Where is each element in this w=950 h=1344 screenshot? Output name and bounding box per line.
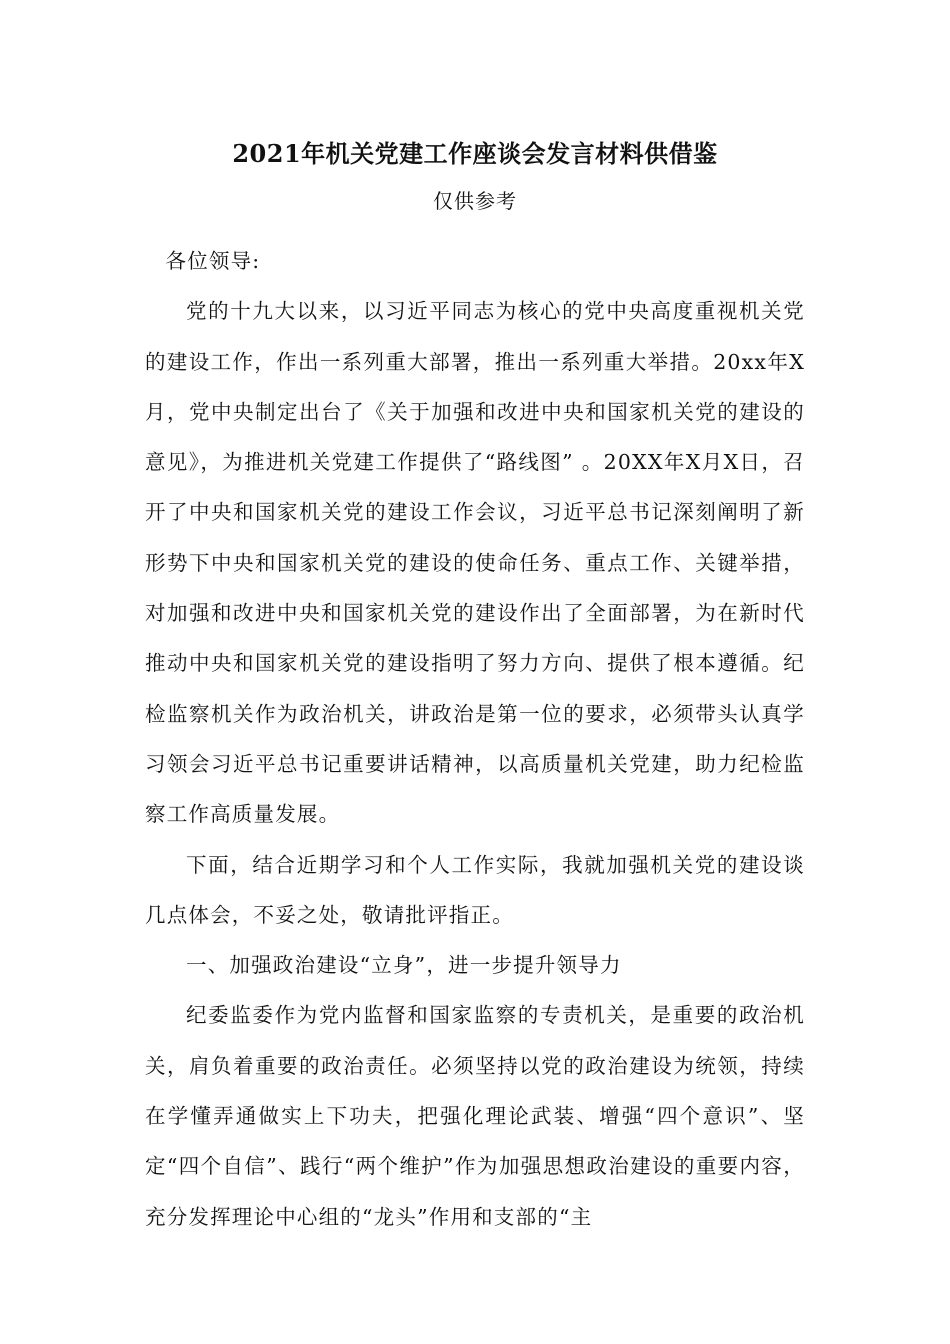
section-heading-1: 一、加强政治建设“立身”，进一步提升领导力: [186, 953, 622, 978]
document-body: [145, 236, 805, 1242]
document-title: 2021年机关党建工作座谈会发言材料供借鉴: [232, 139, 718, 168]
paragraph-intro: 党的十九大以来，以习近平同志为核心的党中央高度重视机关党的建设工作，作出一系列重大部署，推出一系列重大举措。20xx年X月，党中央制定出台了《关于加强和改进中央和国家机关党的建设的意见》，为推进机关党建工作提供了“路线图” 。20XX年X月X日，召开了中央和国家机关党的建设工作会议，习近平总书记深刻阐明了新形势下中央和国家机关党的建设的使命任务、重点工作、关键举措，对加强和改进中央和国家机关党的建设作出了全面部署，为在新时代推动中央和国家机关党的建设指明了努力方向、提供了根本遵循。纪检监察机关作为政治机关，讲政治是第一位的要求，必须带头认真学习领会习近平总书记重要讲话精神，以高质量机关党建，助力纪检监察工作高质量发展。: [145, 299, 805, 827]
document-subtitle: 仅供参考: [433, 189, 517, 213]
paragraph-section-1: 纪委监委作为党内监督和国家监察的专责机关，是重要的政治机关，肩负着重要的政治责任。必须坚持以党的政治建设为统领，持续在学懂弄通做实上下功夫，把强化理论武装、增强“四个意识”、坚定“四个自信”、践行“两个维护”作为加强思想政治建设的重要内容，充分发挥理论中心组的“龙头”作用和支部的“主: [145, 1003, 805, 1229]
salutation: 各位领导:: [165, 249, 261, 273]
paragraph-transition: 下面，结合近期学习和个人工作实际，我就加强机关党的建设谈几点体会，不妥之处，敬请批评指正。: [145, 852, 805, 927]
